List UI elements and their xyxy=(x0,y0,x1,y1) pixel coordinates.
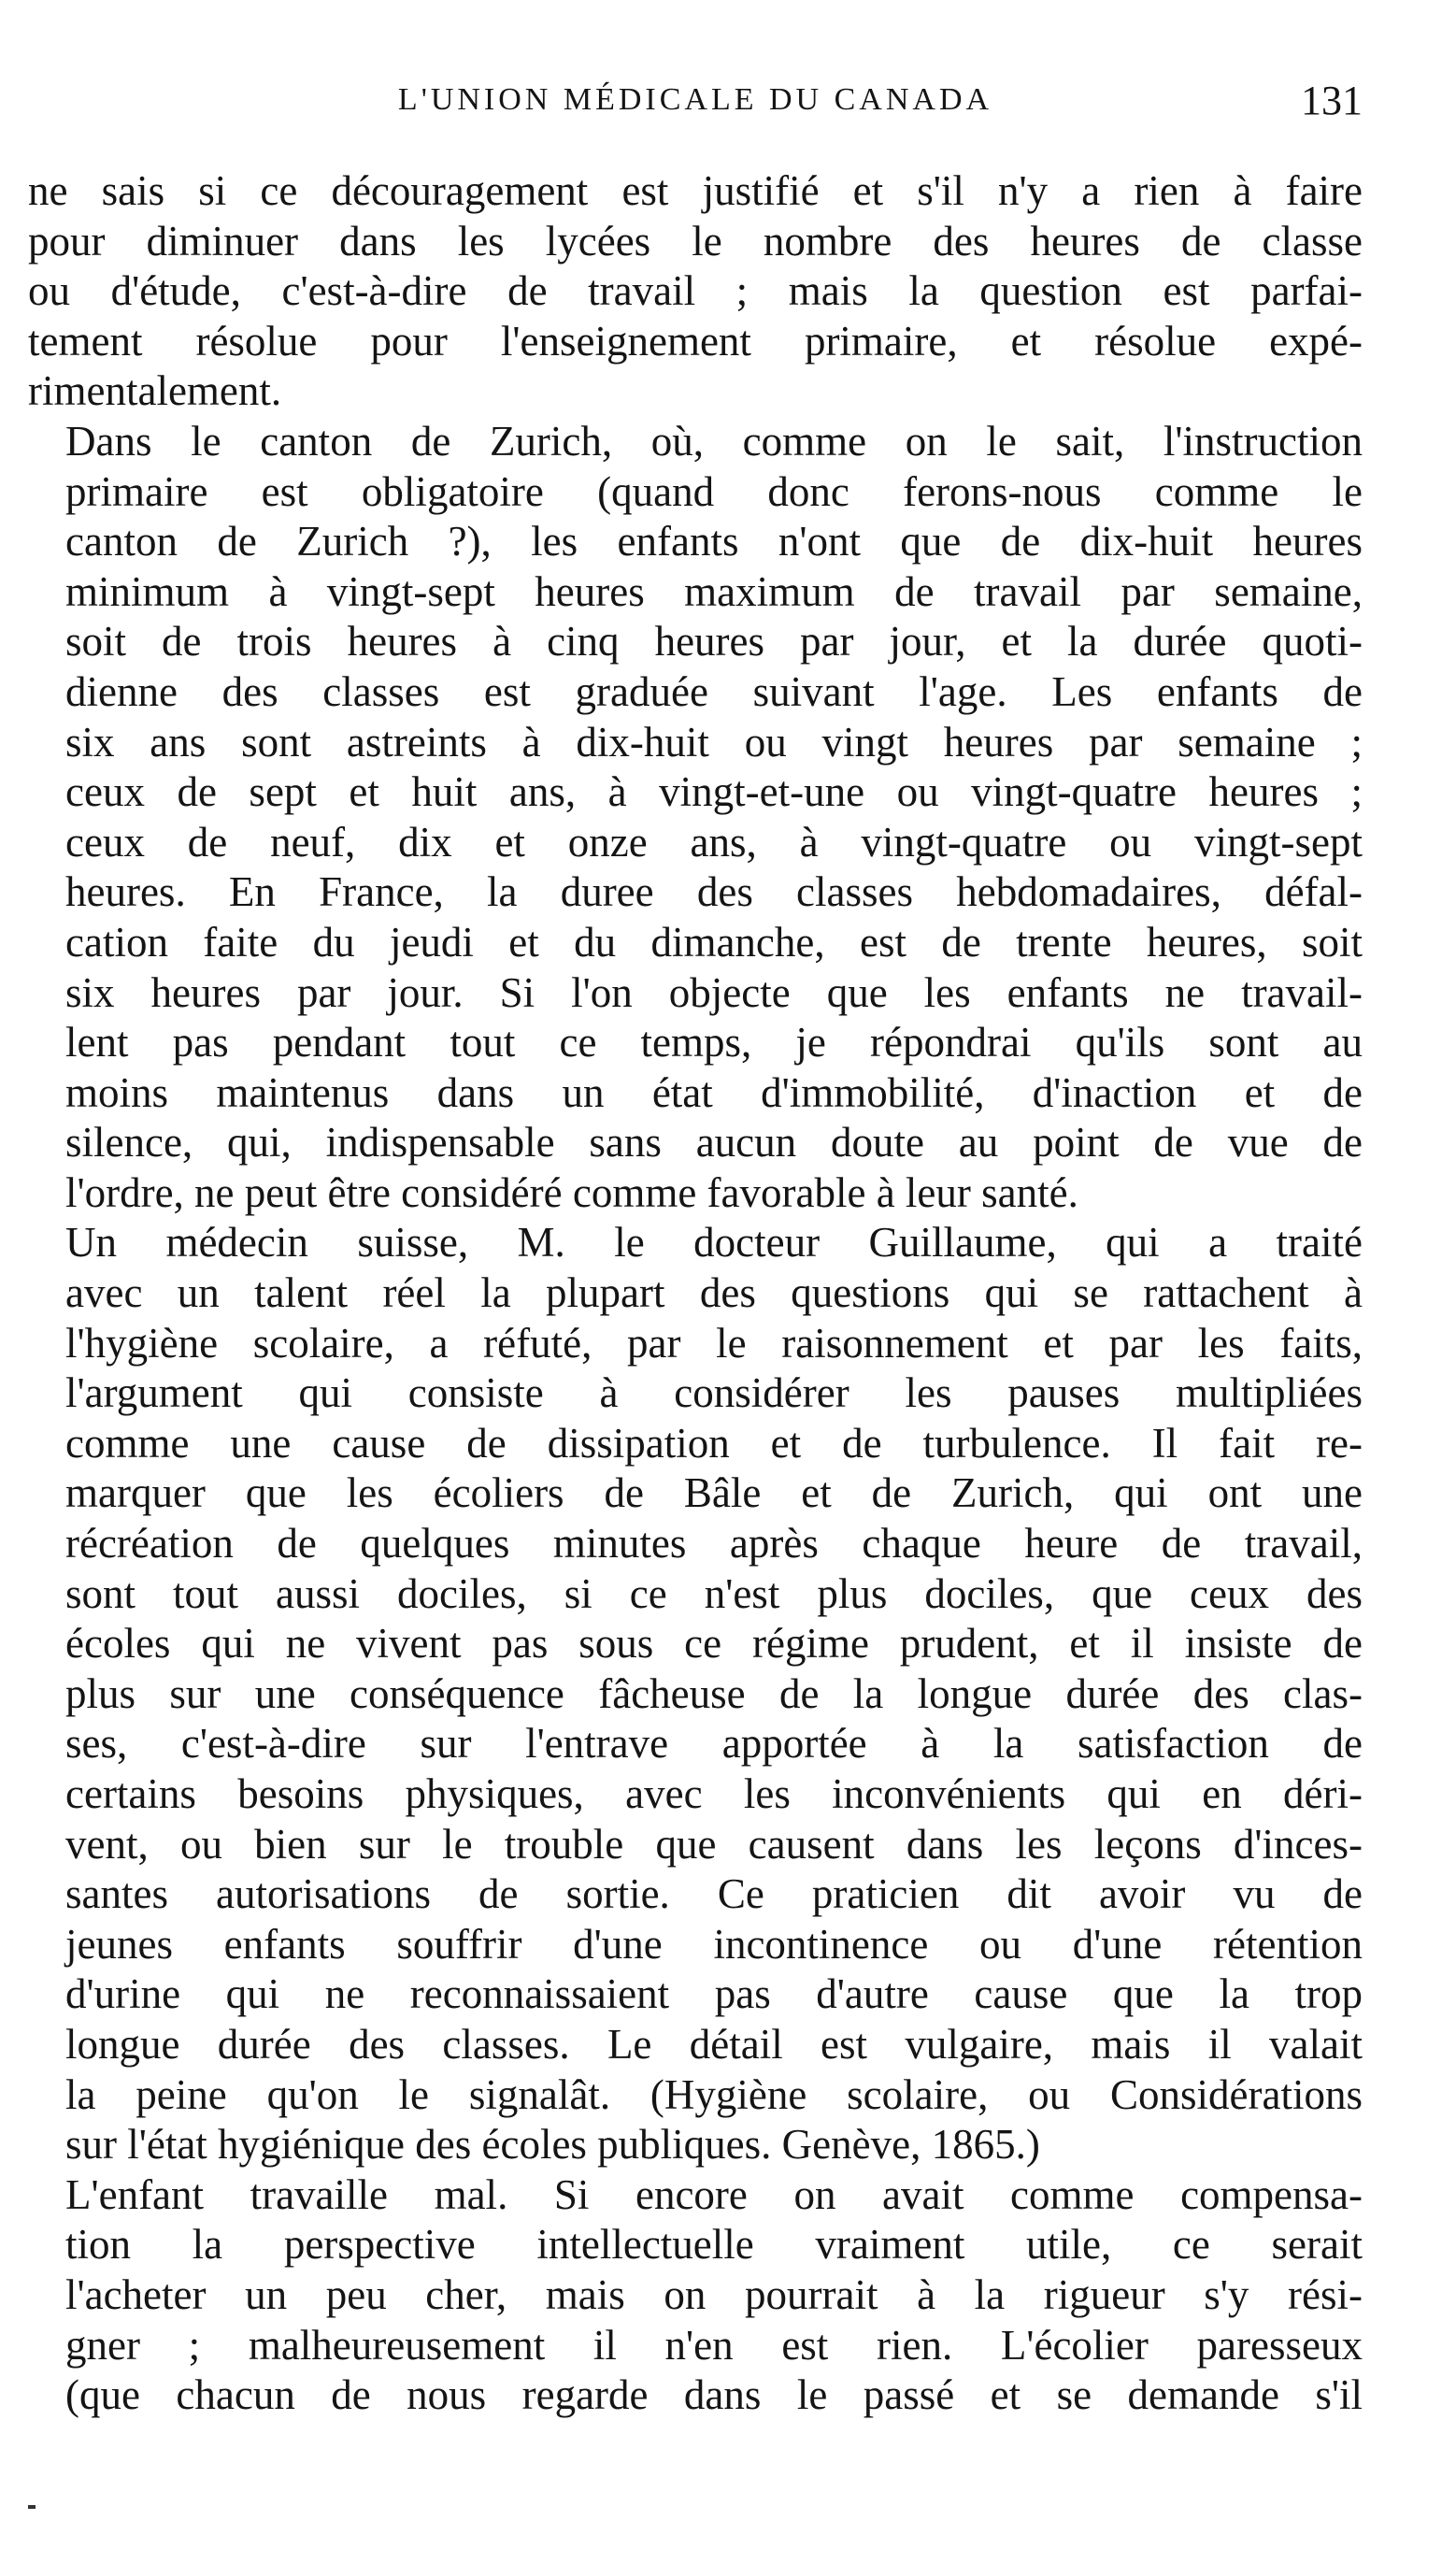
text-line: Un médecin suisse, M. le docteur Guillaume, qui a traité xyxy=(65,1219,1363,1267)
text-line: Dans le canton de Zurich, où, comme on le sait, l'instruction xyxy=(65,417,1363,465)
text-line: sont tout aussi dociles, si ce n'est plus dociles, que ceux des xyxy=(65,1569,1363,1617)
text-line: silence, qui, indispensable sans aucun doute au point de vue de xyxy=(65,1119,1363,1167)
paragraph-4 xyxy=(28,2170,1363,2421)
text-line: tement résolue pour l'enseignement primaire, et résolue expé- xyxy=(28,317,1363,365)
text-line: l'hygiène scolaire, a réfuté, par le raisonnement et par les faits, xyxy=(65,1319,1363,1367)
text-line: L'enfant travaille mal. Si encore on avait comme compensa- xyxy=(65,2170,1363,2218)
text-line: certains besoins physiques, avec les inconvénients qui en déri- xyxy=(65,1770,1363,1817)
text-line: heures. En France, la duree des classes hebdomadaires, défal- xyxy=(65,868,1363,916)
text-line: vent, ou bien sur le trouble que causent dans les leçons d'inces- xyxy=(65,1820,1363,1868)
text-line: six heures par jour. Si l'on objecte que les enfants ne travail- xyxy=(65,968,1363,1016)
text-line: cation faite du jeudi et du dimanche, est de trente heures, soit xyxy=(65,918,1363,966)
text-line: sur l'état hygiénique des écoles publiques. Genève, 1865.) xyxy=(65,2121,1040,2169)
text-line: l'ordre, ne peut être considéré comme favorable à leur santé. xyxy=(65,1168,1078,1216)
text-line: jeunes enfants souffrir d'une incontinence ou d'une rétention xyxy=(65,1920,1363,1968)
text-line: écoles qui ne vivent pas sous ce régime prudent, et il insiste de xyxy=(65,1620,1363,1668)
text-line: primaire est obligatoire (quand donc ferons-nous comme le xyxy=(65,467,1363,515)
text-line: tion la perspective intellectuelle vraiment utile, ce serait xyxy=(65,2221,1363,2269)
text-line: ses, c'est-à-dire sur l'entrave apportée à la satisfaction de xyxy=(65,1720,1363,1768)
text-line: gner ; malheureusement il n'en est rien. L'écolier paresseux xyxy=(65,2321,1363,2369)
text-line: canton de Zurich ?), les enfants n'ont que de dix-huit heures xyxy=(65,518,1363,566)
text-line: d'urine qui ne reconnaissaient pas d'autre cause que la trop xyxy=(65,1970,1363,2018)
text-line: minimum à vingt-sept heures maximum de travail par semaine, xyxy=(65,567,1363,615)
running-title: L'UNION MÉDICALE DU CANADA xyxy=(397,82,993,117)
text-line: marquer que les écoliers de Bâle et de Zurich, qui ont une xyxy=(65,1469,1363,1517)
text-line: soit de trois heures à cinq heures par jour, et la durée quoti- xyxy=(65,618,1363,666)
page-number: 131 xyxy=(1301,78,1363,123)
paragraph-2 xyxy=(28,417,1363,1219)
text-line: plus sur une conséquence fâcheuse de la longue durée des clas- xyxy=(65,1669,1363,1717)
text-line: ceux de sept et huit ans, à vingt-et-une ou vingt-quatre heures ; xyxy=(65,768,1363,816)
text-line: l'argument qui consiste à considérer les pauses multipliées xyxy=(65,1369,1363,1417)
text-line: la peine qu'on le signalât. (Hygiène scolaire, ou Considérations xyxy=(65,2070,1363,2118)
text-line: longue durée des classes. Le détail est vulgaire, mais il valait xyxy=(65,2020,1363,2068)
text-line: récréation de quelques minutes après chaque heure de travail, xyxy=(65,1520,1363,1568)
text-line: ou d'étude, c'est-à-dire de travail ; mais la question est parfai- xyxy=(28,267,1363,315)
text-line: l'acheter un peu cher, mais on pourrait à la rigueur s'y rési- xyxy=(65,2270,1363,2318)
text-line: (que chacun de nous regarde dans le passé et se demande s'il xyxy=(65,2371,1363,2419)
text-line: pour diminuer dans les lycées le nombre des heures de classe xyxy=(28,217,1363,265)
paragraph-1 xyxy=(28,166,1363,417)
body-text xyxy=(28,166,1363,2421)
text-line: santes autorisations de sortie. Ce praticien dit avoir vu de xyxy=(65,1870,1363,1918)
running-header xyxy=(28,77,1363,133)
text-line: moins maintenus dans un état d'immobilité, d'inaction et de xyxy=(65,1068,1363,1116)
text-line: lent pas pendant tout ce temps, je répondrai qu'ils sont au xyxy=(65,1019,1363,1067)
text-line: avec un talent réel la plupart des questions qui se rattachent à xyxy=(65,1269,1363,1317)
text-line: comme une cause de dissipation et de turbulence. Il fait re- xyxy=(65,1419,1363,1467)
print-speck xyxy=(28,2505,36,2509)
text-line: six ans sont astreints à dix-huit ou vingt heures par semaine ; xyxy=(65,718,1363,766)
text-line: ne sais si ce découragement est justifié et s'il n'y a rien à faire xyxy=(28,167,1363,214)
text-line: rimentalement. xyxy=(28,367,282,415)
text-line: dienne des classes est graduée suivant l'age. Les enfants de xyxy=(65,667,1363,715)
text-line: ceux de neuf, dix et onze ans, à vingt-quatre ou vingt-sept xyxy=(65,818,1363,866)
paragraph-3 xyxy=(28,1218,1363,2170)
